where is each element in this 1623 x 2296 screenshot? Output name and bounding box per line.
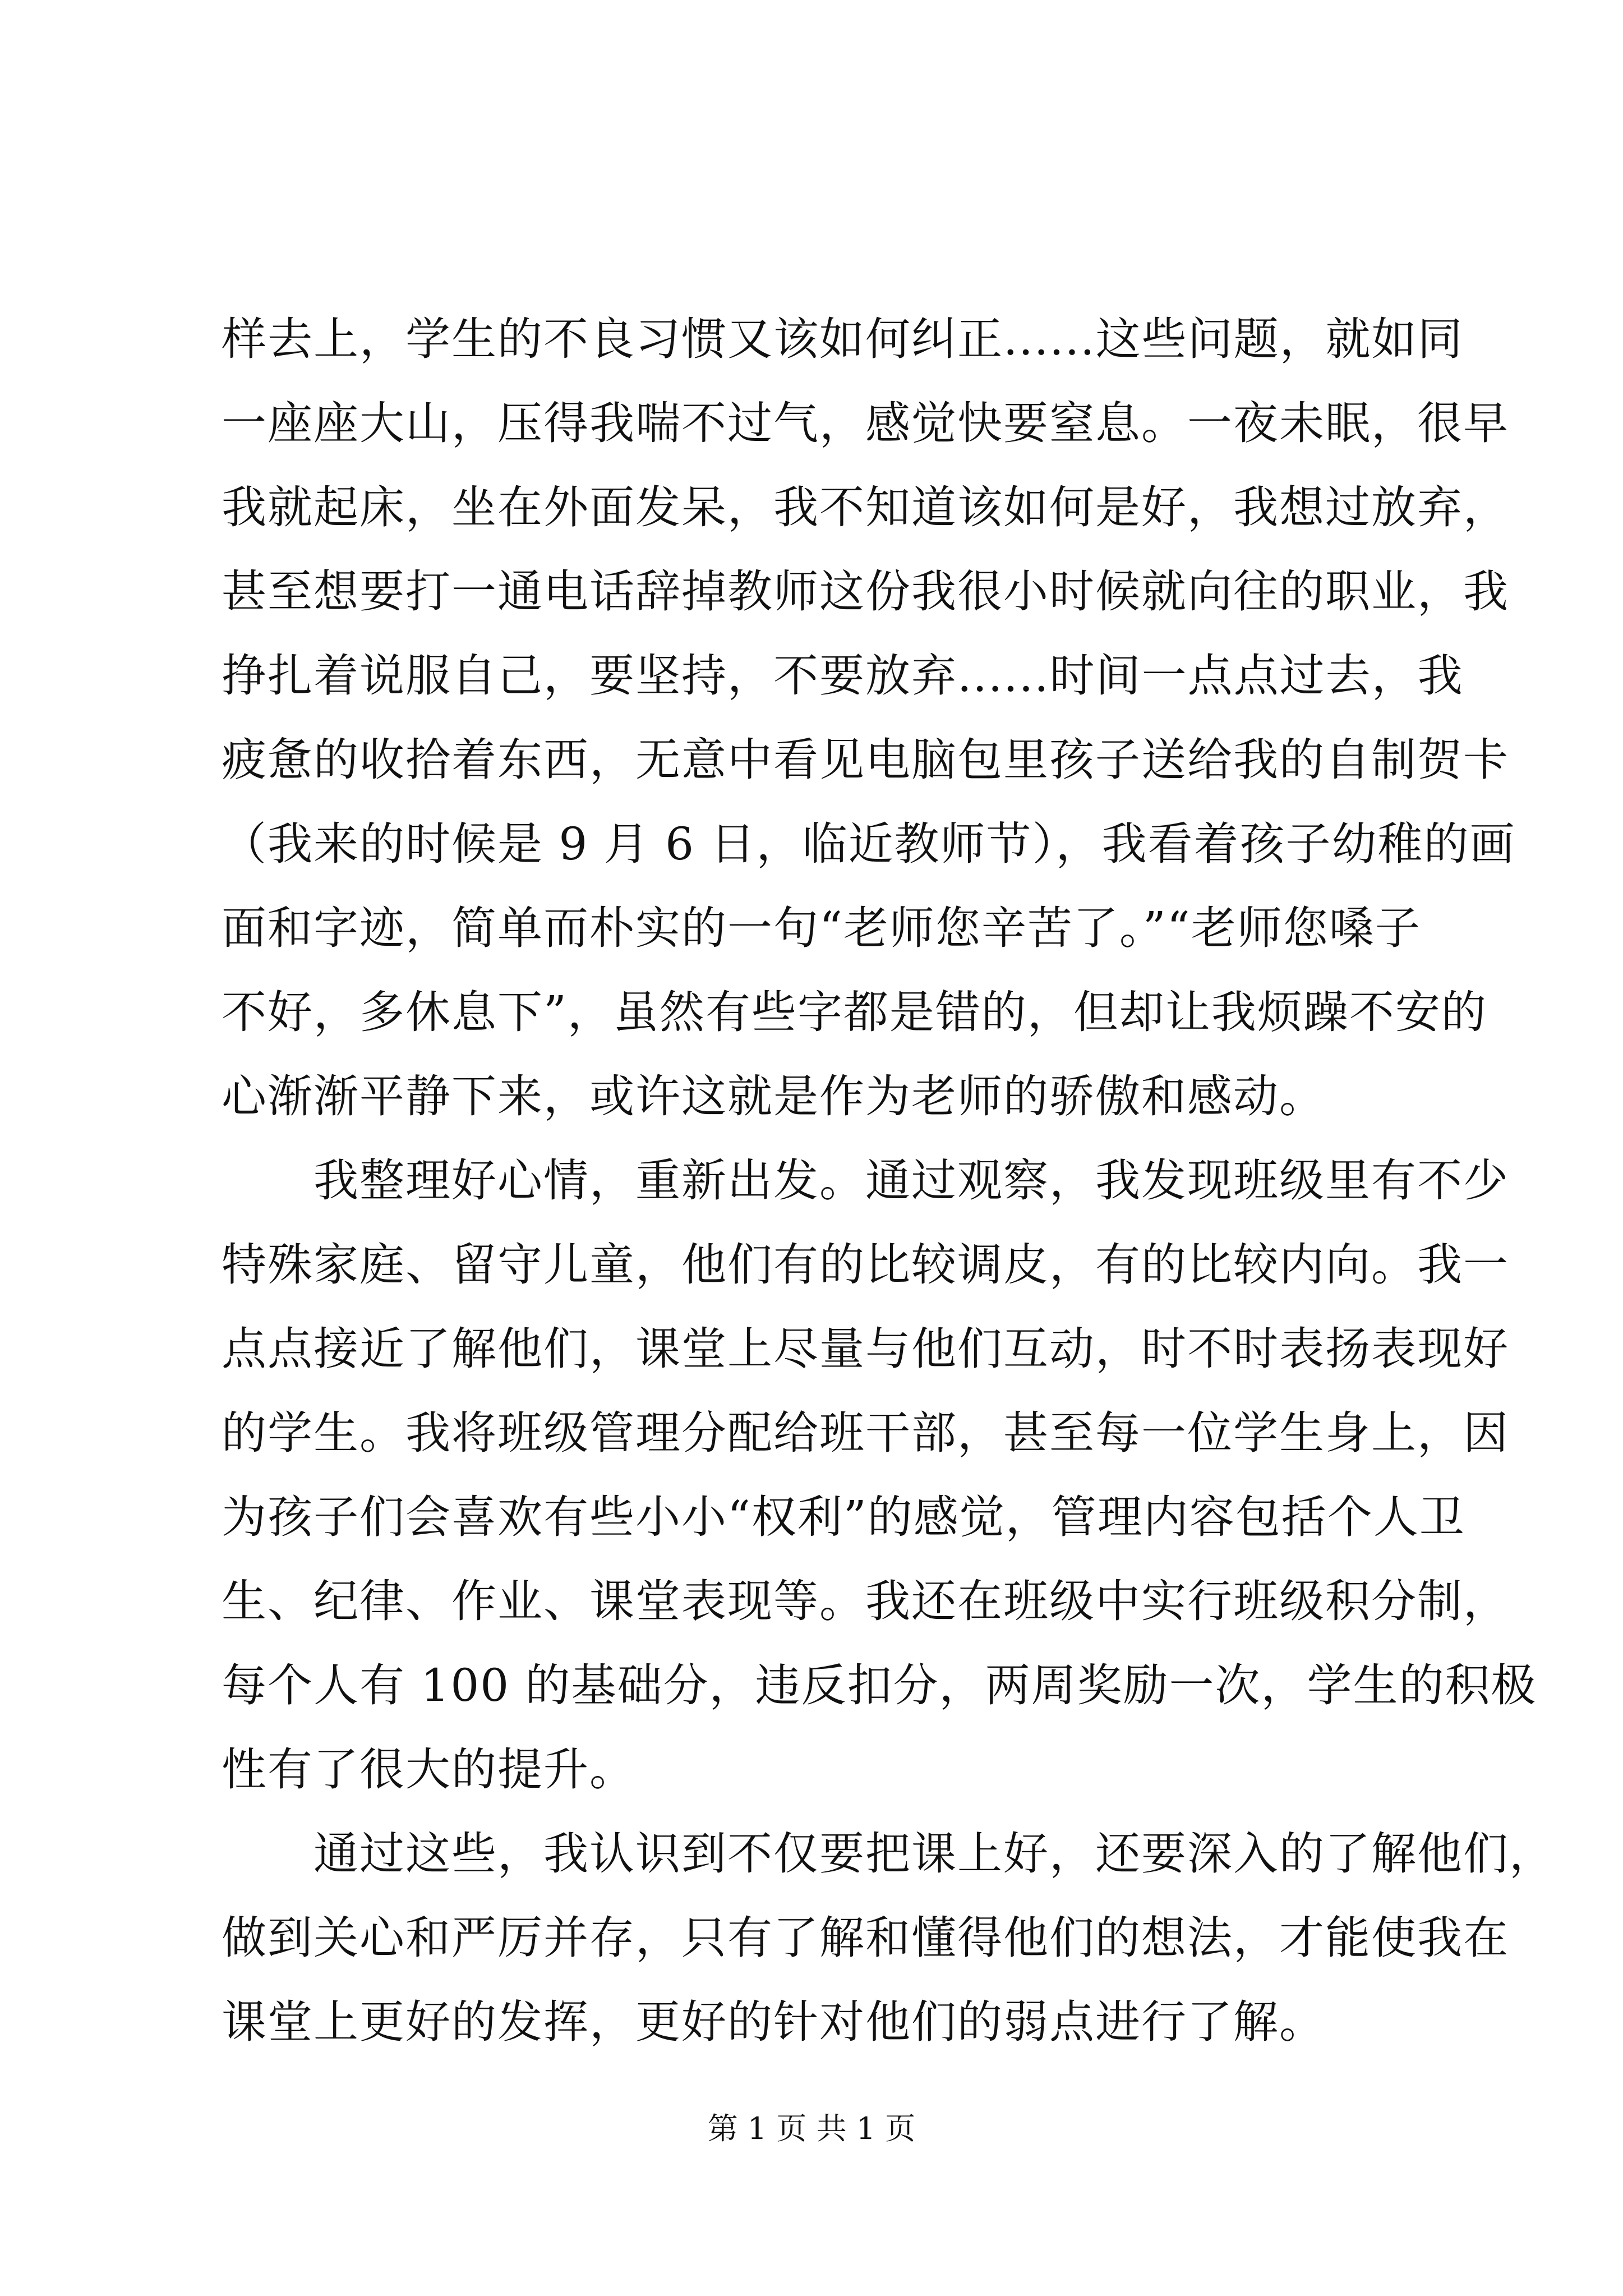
text-line: 一座座大山，压得我喘不过气，感觉快要窒息。一夜未眠，很早 [222,397,1509,449]
text-line: 通过这些，我认识到不仅要把课上好，还要深入的了解他们， [222,1828,1555,1880]
text-line: 每个人有 100 的基础分，违反扣分，两周奖励一次，学生的积极 [222,1659,1537,1711]
text-line: 的学生。我将班级管理分配给班干部，甚至每一位学生身上，因 [222,1407,1509,1459]
text-line: 甚至想要打一通电话辞掉教师这份我很小时候就向往的职业，我 [222,565,1509,618]
text-line: 疲惫的收拾着东西，无意中看见电脑包里孩子送给我的自制贺卡 [222,734,1509,786]
text-line: 我整理好心情，重新出发。通过观察，我发现班级里有不少 [222,1154,1509,1207]
text-line: 生、纪律、作业、课堂表现等。我还在班级中实行班级积分制， [222,1575,1509,1627]
text-line: （我来的时候是 9 月 6 日，临近教师节），我看着孩子幼稚的画 [222,818,1516,870]
text-line: 不好，多休息下”，虽然有些字都是错的，但却让我烦躁不安的 [222,986,1487,1038]
text-line: 点点接近了解他们，课堂上尽量与他们互动，时不时表扬表现好 [222,1323,1509,1375]
text-line: 性有了很大的提升。 [222,1743,635,1796]
text-line: 样去上，学生的不良习惯又该如何纠正......这些问题，就如同 [222,313,1464,365]
text-line: 我就起床，坐在外面发呆，我不知道该如何是好，我想过放弃， [222,481,1509,533]
text-line: 特殊家庭、留守儿童，他们有的比较调皮，有的比较内向。我一 [222,1239,1509,1291]
page-number-footer: 第 1 页 共 1 页 [707,2111,916,2146]
text-line: 面和字迹，简单而朴实的一句“老师您辛苦了。”“老师您嗓子 [222,902,1421,954]
text-line: 课堂上更好的发挥，更好的针对他们的弱点进行了解。 [222,1996,1325,2048]
text-line: 心渐渐平静下来，或许这就是作为老师的骄傲和感动。 [222,1070,1325,1122]
text-line: 挣扎着说服自己，要坚持，不要放弃......时间一点点过去，我 [222,650,1464,702]
text-line: 做到关心和严厉并存，只有了解和懂得他们的想法，才能使我在 [222,1912,1509,1964]
text-line: 为孩子们会喜欢有些小小“权利”的感觉，管理内容包括个人卫 [222,1491,1465,1543]
